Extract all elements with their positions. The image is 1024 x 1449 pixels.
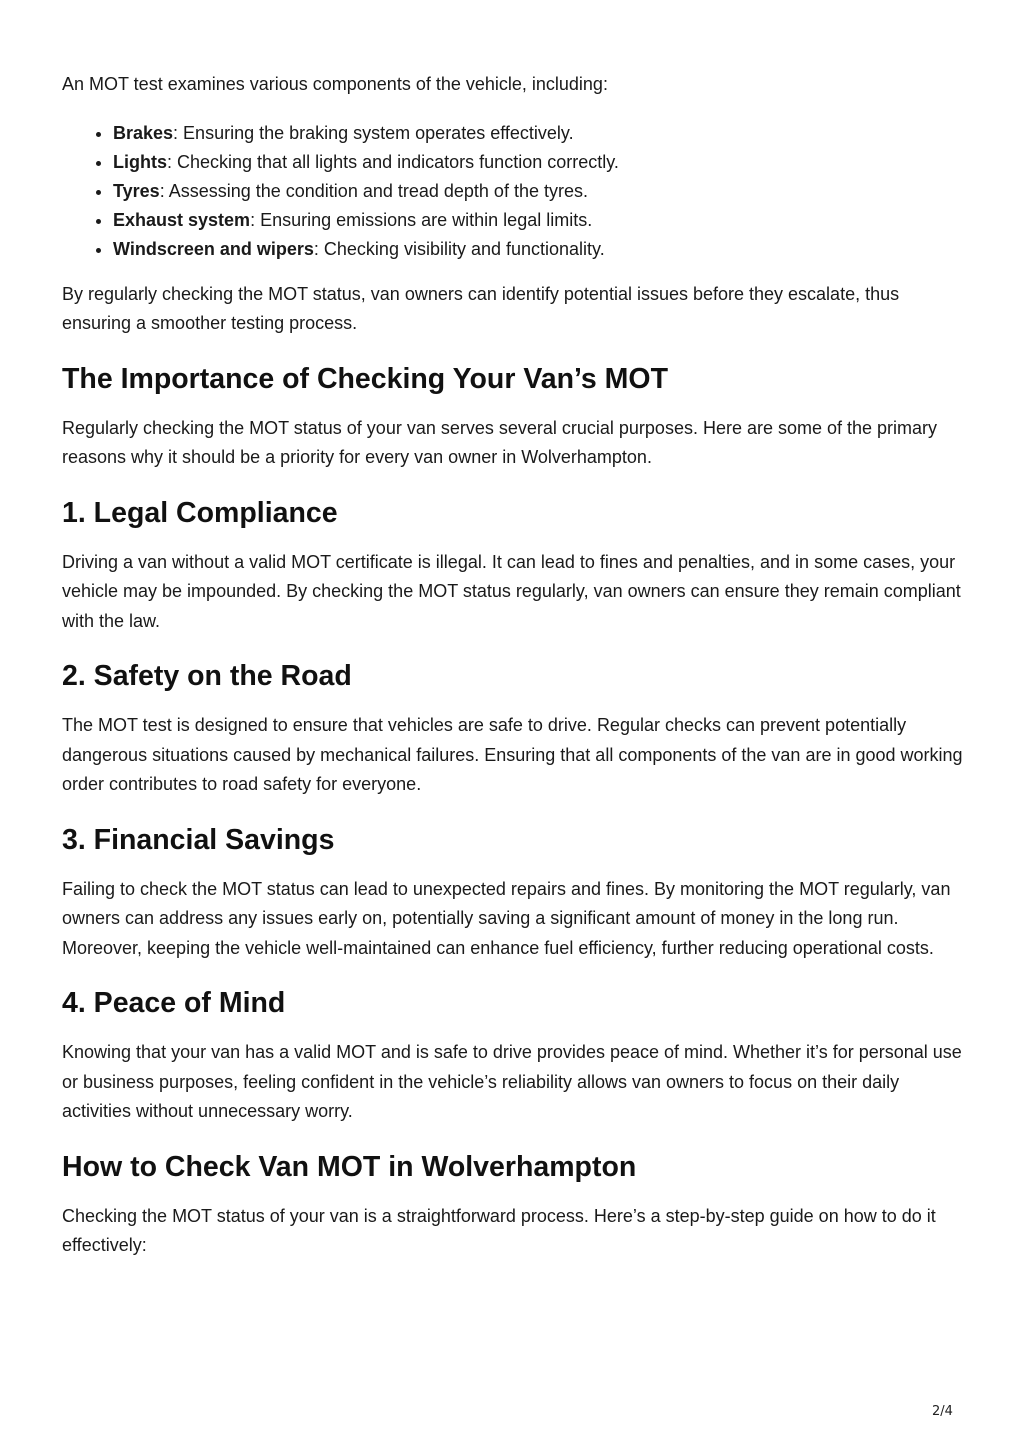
list-item-term: Windscreen and wipers [113,238,314,259]
section-heading-financial-savings: 3. Financial Savings [62,823,335,856]
document-page [62,70,967,1261]
mot-components-list [62,119,967,264]
list-item-term: Lights [113,151,167,172]
list-item-desc: : Checking that all lights and indicators function correctly. [167,151,619,172]
after-list-paragraph: By regularly checking the MOT status, van owners can identify potential issues before they escalate, thus ensuring a smoother testing process. [62,283,900,333]
section-heading-how-to-check: How to Check Van MOT in Wolverhampton [62,1150,637,1183]
list-item-term: Tyres [113,180,160,201]
list-item [113,148,967,177]
list-item-desc: : Checking visibility and functionality. [313,238,605,259]
list-item [113,177,967,206]
list-item [113,119,967,148]
section-body-importance: Regularly checking the MOT status of your van serves several crucial purposes. Here are some of the primary reasons why it should be a priority for every van owner in Wolverhampton. [62,417,938,467]
section-body-safety: The MOT test is designed to ensure that vehicles are safe to drive. Regular checks can prevent potentially dangerous situations caused by mechanical failures. Ensuring that all components of the van are in good working order contributes to road safety for everyone. [62,715,963,794]
section-heading-importance: The Importance of Checking Your Van’s MOT [62,362,668,395]
section-body-peace-of-mind: Knowing that your van has a valid MOT and is safe to drive provides peace of mind. Whether it’s for personal use or business purposes, feeling confident in the vehicle’s reliability allows van owners to focus on their daily activities without unnecessary worry. [62,1042,962,1121]
list-item-term: Brakes [113,122,174,143]
list-item [113,235,967,264]
section-heading-peace-of-mind: 4. Peace of Mind [62,987,286,1019]
intro-paragraph: An MOT test examines various components of the vehicle, including: [62,74,608,94]
section-body-legal-compliance: Driving a van without a valid MOT certificate is illegal. It can lead to fines and penalties, and in some cases, your vehicle may be impounded. By checking the MOT status regularly, van owners can ensure they remain compliant with the law. [62,551,961,631]
section-heading-legal-compliance: 1. Legal Compliance [62,496,338,529]
list-item [113,206,967,235]
list-item-desc: : Ensuring the braking system operates effectively. [173,122,574,143]
page-number: 2/4 [932,1404,953,1419]
list-item-desc: : Assessing the condition and tread depth of the tyres. [159,180,588,201]
section-body-how-to-check: Checking the MOT status of your van is a straightforward process. Here’s a step-by-step guide on how to do it effectively: [62,1205,936,1255]
section-body-financial-savings: Failing to check the MOT status can lead to unexpected repairs and fines. By monitoring the MOT regularly, van owners can address any issues early on, potentially saving a significant amount of money in the long run. Moreover, keeping the vehicle well-maintained can enhance fuel efficiency, further reducing operational costs. [62,878,951,958]
section-heading-safety: 2. Safety on the Road [62,660,352,692]
list-item-term: Exhaust system [113,209,251,230]
list-item-desc: : Ensuring emissions are within legal limits. [250,209,593,230]
